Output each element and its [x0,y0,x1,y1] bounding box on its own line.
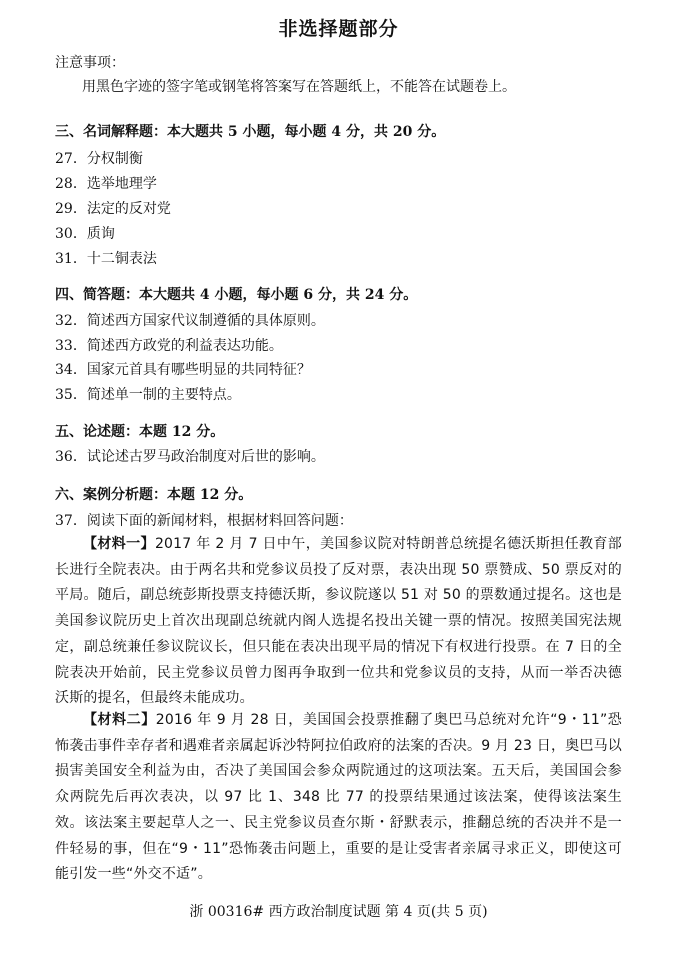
question-31: 31．十二铜表法 [55,251,157,267]
question-36: 36．试论述古罗马政治制度对后世的影响。 [55,449,325,465]
section-6-heading: 六、案例分析题：本题 12 分。 [55,487,253,503]
page-title: 非选择题部分 [278,18,399,40]
question-27: 27．分权制衡 [55,151,143,167]
section-3-heading: 三、名词解释题：本大题共 5 小题，每小题 4 分，共 20 分。 [55,124,446,140]
question-37: 37．阅读下面的新闻材料，根据材料回答问题： [55,513,353,529]
question-35: 35．简述单一制的主要特点。 [55,387,241,403]
material-1-text: 2017 年 2 月 7 日中午，美国参议院对特朗普总统提名德沃斯担任教育部长进行全院表决。由于两名共和党参议员投了反对票，表决出现 50 票赞成、50 票反对的平局。随后，副总统彭斯投票支持德沃斯，参议院遂以 51 对 50 的票数通过提名。这也是美国参议院历史上首次出现副总统就内阁人选提名投出关键一票的情况。按照美国宪法规定，副总统兼任参议院议长，但只能在表决出现平局的情况下有权进行投票。在 7 日的全院表决开始前，民主党参议员曾力图再争取到一位共和党参议员的支持，从而一举否决德沃斯的提名，但最终未能成功。 [55,536,623,707]
section-5-heading: 五、论述题：本题 12 分。 [55,424,225,440]
question-29: 29．法定的反对党 [55,201,171,217]
page-footer: 浙 00316# 西方政治制度试题 第 4 页(共 5 页) [189,904,488,920]
material-1 [55,532,622,712]
notice-heading: 注意事项： [55,55,125,71]
question-32: 32．简述西方国家代议制遵循的具体原则。 [55,313,325,329]
material-2-text: 2016 年 9 月 28 日，美国国会投票推翻了奥巴马总统对允许“9・11”恐怖袭击事件幸存者和遇难者亲属起诉沙特阿拉伯政府的法案的否决。9 月 23 日，奥巴马以损害美国安全利益为由，否决了美国国会参众两院通过的这项法案。五天后，美国国会参众两院先后再次表决，以 97 比 1、348 比 77 的投票结果通过该法案，使得该法案生效。该法案主要起草人之一、民主党参议员查尔斯・舒默表示，推翻总统的否决并不是一件轻易的事，但在“9・11”恐怖袭击问题上，重要的是让受害者亲属寻求正义，即使这可能引发一些“外交不适”。 [55,712,623,883]
notice-text: 用黑色字迹的签字笔或钢笔将答案写在答题纸上，不能答在试题卷上。 [82,79,516,95]
material-2 [55,708,622,888]
question-33: 33．简述西方政党的利益表达功能。 [55,338,283,354]
question-28: 28．选举地理学 [55,176,157,192]
material-2-tag: 【材料二】 [83,712,156,728]
question-34: 34．国家元首具有哪些明显的共同特征？ [55,362,311,378]
material-1-tag: 【材料一】 [83,536,155,552]
question-30: 30．质询 [55,226,115,242]
section-4-heading: 四、简答题：本大题共 4 小题，每小题 6 分，共 24 分。 [55,287,418,303]
